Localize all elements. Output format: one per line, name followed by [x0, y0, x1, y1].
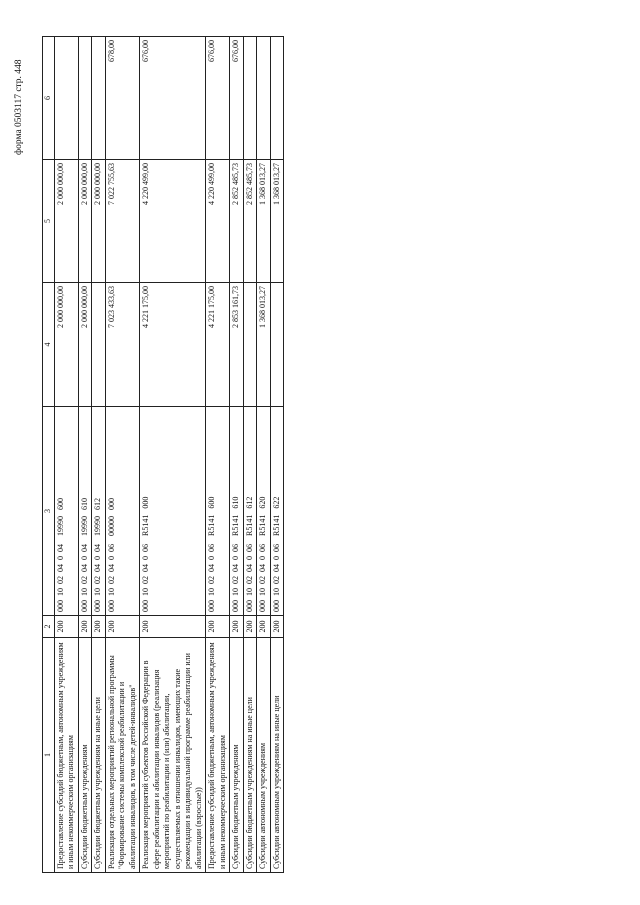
row-approved: 2 000 000,00 [78, 283, 92, 407]
table-row [206, 37, 230, 873]
row-unexecuted: 676,00 [206, 37, 230, 160]
header-cell: 1 [43, 638, 55, 873]
row-unexecuted: 676,00 [230, 37, 244, 160]
row-name: Субсидии бюджетным учреждениям [78, 638, 92, 873]
row-budget-code: 000 10 02 04 0 06 R5141 610 [230, 407, 244, 616]
row-executed: 1 368 013,27 [270, 160, 284, 283]
table-row [54, 37, 78, 873]
row-approved [92, 283, 106, 407]
budget-table [42, 36, 284, 873]
row-approved: 2 000 000,00 [54, 283, 78, 407]
row-budget-code: 000 10 02 04 0 06 R5141 000 [140, 407, 206, 616]
row-executed: 2 852 485,73 [243, 160, 257, 283]
header-cell: 6 [43, 37, 55, 160]
table-row [230, 37, 244, 873]
row-executed: 2 000 000,00 [78, 160, 92, 283]
row-name: Субсидии бюджетным учреждениям [230, 638, 244, 873]
row-unexecuted: 678,00 [105, 37, 140, 160]
table-row [257, 37, 271, 873]
row-unexecuted [78, 37, 92, 160]
row-approved: 4 221 175,00 [140, 283, 206, 407]
row-name: Субсидии автономным учреждениям на иные цели [270, 638, 284, 873]
row-unexecuted [243, 37, 257, 160]
row-budget-code: 000 10 02 04 0 04 19990 600 [54, 407, 78, 616]
header-row [43, 37, 55, 873]
row-budget-code: 000 10 02 04 0 04 19990 610 [78, 407, 92, 616]
row-name: Предоставление субсидий бюджетным, автономным учреждениям и иным некоммерческим организациям [206, 638, 230, 873]
row-unexecuted [92, 37, 106, 160]
row-unexecuted: 676,00 [140, 37, 206, 160]
row-line-code: 200 [140, 616, 206, 638]
table-row [78, 37, 92, 873]
row-executed: 2 852 485,73 [230, 160, 244, 283]
table-row [140, 37, 206, 873]
header-cell: 2 [43, 616, 55, 638]
row-budget-code: 000 10 02 04 0 06 R5141 600 [206, 407, 230, 616]
header-cell: 5 [43, 160, 55, 283]
row-name: Реализация мероприятий субъектов Российской Федерации в сфере реабилитации и абилитации инвалидов (реализация мероприятий по реабилитации и (или) абилитации, осуществляемых в отношении инвалидов, имеющих такие рекомендации в индивидуальной программе реабилитации или абилитации (взрослые)) [140, 638, 206, 873]
row-name: Субсидии бюджетным учреждениям на иные цели [243, 638, 257, 873]
row-unexecuted [257, 37, 271, 160]
row-approved [270, 283, 284, 407]
row-budget-code: 000 10 02 04 0 04 19990 612 [92, 407, 106, 616]
header-cell: 3 [43, 407, 55, 616]
row-approved: 7 023 433,63 [105, 283, 140, 407]
row-budget-code: 000 10 02 04 0 06 R5141 612 [243, 407, 257, 616]
row-name: Предоставление субсидий бюджетным, автономным учреждениям и иным некоммерческим организациям [54, 638, 78, 873]
row-approved: 2 853 161,73 [230, 283, 244, 407]
row-approved [243, 283, 257, 407]
row-name: Субсидии бюджетным учреждениям на иные цели [92, 638, 106, 873]
row-line-code: 200 [54, 616, 78, 638]
row-unexecuted [270, 37, 284, 160]
row-executed: 1 368 013,27 [257, 160, 271, 283]
form-label: форма 0503117 стр. 448 [14, 59, 24, 155]
row-executed: 4 220 499,00 [140, 160, 206, 283]
table-row [243, 37, 257, 873]
row-approved: 1 368 013,27 [257, 283, 271, 407]
row-approved: 4 221 175,00 [206, 283, 230, 407]
row-line-code: 200 [105, 616, 140, 638]
row-executed: 2 000 000,00 [92, 160, 106, 283]
row-line-code: 200 [243, 616, 257, 638]
row-budget-code: 000 10 02 04 0 06 R5141 620 [257, 407, 271, 616]
table-row [270, 37, 284, 873]
row-line-code: 200 [230, 616, 244, 638]
row-executed: 7 022 755,63 [105, 160, 140, 283]
row-executed: 2 000 000,00 [54, 160, 78, 283]
row-budget-code: 000 10 02 04 0 06 R5141 622 [270, 407, 284, 616]
row-line-code: 200 [257, 616, 271, 638]
row-name: Субсидии автономным учреждениям [257, 638, 271, 873]
row-name: Реализация отдельных мероприятий региональной программы "Формирование системы комплексной реабилитации и абилитации инвалидов, в том числе детей-инвалидов" [105, 638, 140, 873]
row-line-code: 200 [78, 616, 92, 638]
row-executed: 4 220 499,00 [206, 160, 230, 283]
row-line-code: 200 [270, 616, 284, 638]
table-row [92, 37, 106, 873]
row-line-code: 200 [92, 616, 106, 638]
table-row [105, 37, 140, 873]
row-line-code: 200 [206, 616, 230, 638]
row-unexecuted [54, 37, 78, 160]
header-cell: 4 [43, 283, 55, 407]
row-budget-code: 000 10 02 04 0 06 00000 000 [105, 407, 140, 616]
